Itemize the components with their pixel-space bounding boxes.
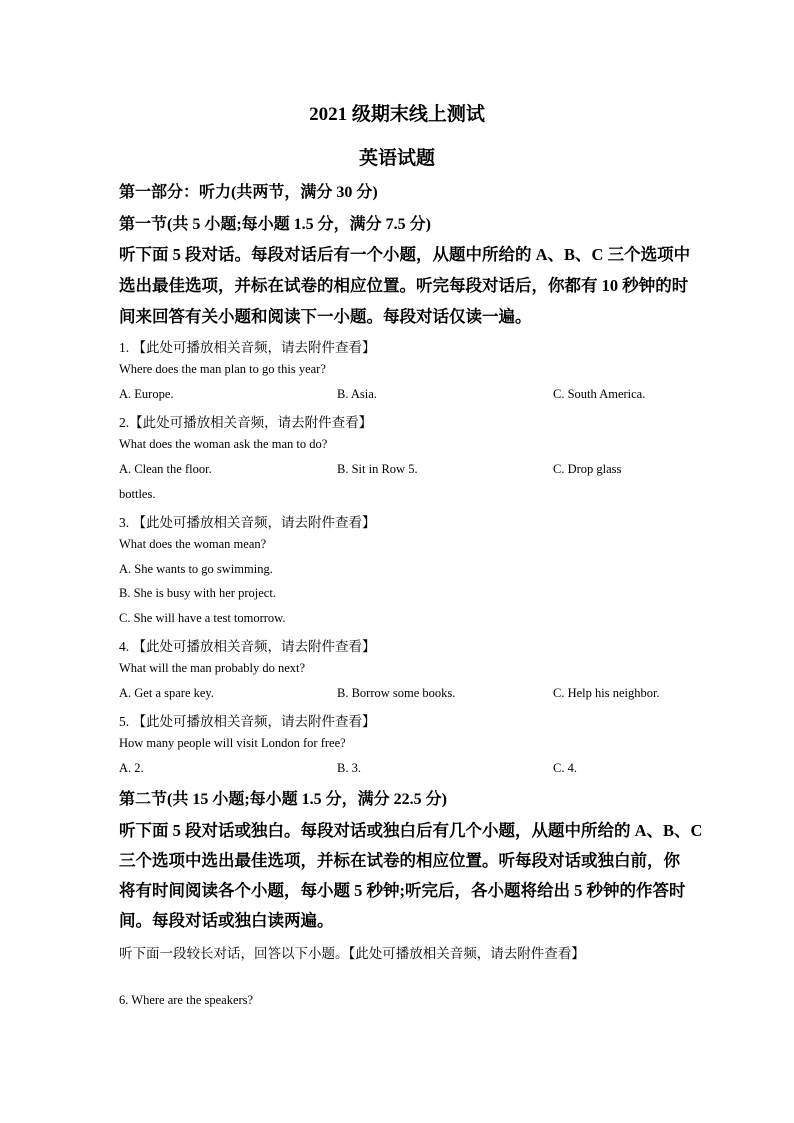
audio-note: 3. 【此处可播放相关音频，请去附件查看】: [119, 515, 376, 530]
option-a: A. Get a spare key.: [119, 686, 214, 700]
exam-subtitle: 英语试题: [358, 148, 435, 169]
section1-heading: 第一节(共 5 小题;每小题 1.5 分，满分 7.5 分): [119, 216, 431, 233]
option-b: B. 3.: [337, 761, 361, 775]
section1-instruction-line: 间来回答有关小题和阅读下一小题。每段对话仅读一遍。: [119, 307, 532, 326]
section1-instruction-line: 听下面 5 段对话。每段对话后有一个小题，从题中所给的 A、B、C 三个选项中: [119, 245, 691, 264]
section2-instruction-line: 将有时间阅读各个小题，每小题 5 秒钟;听完后，各小题将给出 5 秒钟的作答时: [119, 881, 686, 900]
exam-title: 2021 级期末线上测试: [309, 104, 485, 125]
option-c-continued: bottles.: [119, 487, 156, 501]
section1-instruction-line: 选出最佳选项，并标在试卷的相应位置。听完每段对话后，你都有 10 秒钟的时: [119, 276, 689, 295]
option-a: A. 2.: [119, 761, 144, 775]
question-stem: What does the woman ask the man to do?: [119, 437, 328, 451]
option-b: B. Asia.: [337, 387, 377, 401]
audio-note: 1. 【此处可播放相关音频，请去附件查看】: [119, 340, 376, 355]
option-b: B. She is busy with her project.: [119, 586, 276, 600]
part1-heading: 第一部分：听力(共两节，满分 30 分): [119, 184, 378, 201]
section2-instruction-line: 三个选项中选出最佳选项，并标在试卷的相应位置。听每段对话或独白前，你: [119, 851, 680, 870]
question-stem: Where does the man plan to go this year?: [119, 362, 326, 376]
option-a: A. Europe.: [119, 387, 174, 401]
option-b: B. Borrow some books.: [337, 686, 456, 700]
option-c: C. Help his neighbor.: [553, 686, 660, 700]
option-c: C. She will have a test tomorrow.: [119, 611, 286, 625]
option-a: A. She wants to go swimming.: [119, 562, 273, 576]
long-dialog-note: 听下面一段较长对话，回答以下小题。【此处可播放相关音频，请去附件查看】: [119, 946, 585, 961]
question-stem: What does the woman mean?: [119, 537, 267, 551]
audio-note: 5. 【此处可播放相关音频，请去附件查看】: [119, 714, 376, 729]
audio-note: 4. 【此处可播放相关音频，请去附件查看】: [119, 639, 376, 654]
question-stem: 6. Where are the speakers?: [119, 993, 254, 1007]
section2-instruction-line: 间。每段对话或独白读两遍。: [119, 911, 334, 930]
section2-heading: 第二节(共 15 小题;每小题 1.5 分，满分 22.5 分): [119, 791, 447, 808]
option-c: C. 4.: [553, 761, 577, 775]
option-a: A. Clean the floor.: [119, 462, 212, 476]
question-stem: What will the man probably do next?: [119, 661, 306, 675]
option-b: B. Sit in Row 5.: [337, 462, 418, 476]
option-c: C. Drop glass: [553, 462, 622, 476]
question-stem: How many people will visit London for free?: [119, 736, 346, 750]
section2-instruction-line: 听下面 5 段对话或独白。每段对话或独白后有几个小题，从题中所给的 A、B、C: [119, 821, 703, 840]
option-c: C. South America.: [553, 387, 646, 401]
audio-note: 2.【此处可播放相关音频，请去附件查看】: [119, 415, 373, 430]
